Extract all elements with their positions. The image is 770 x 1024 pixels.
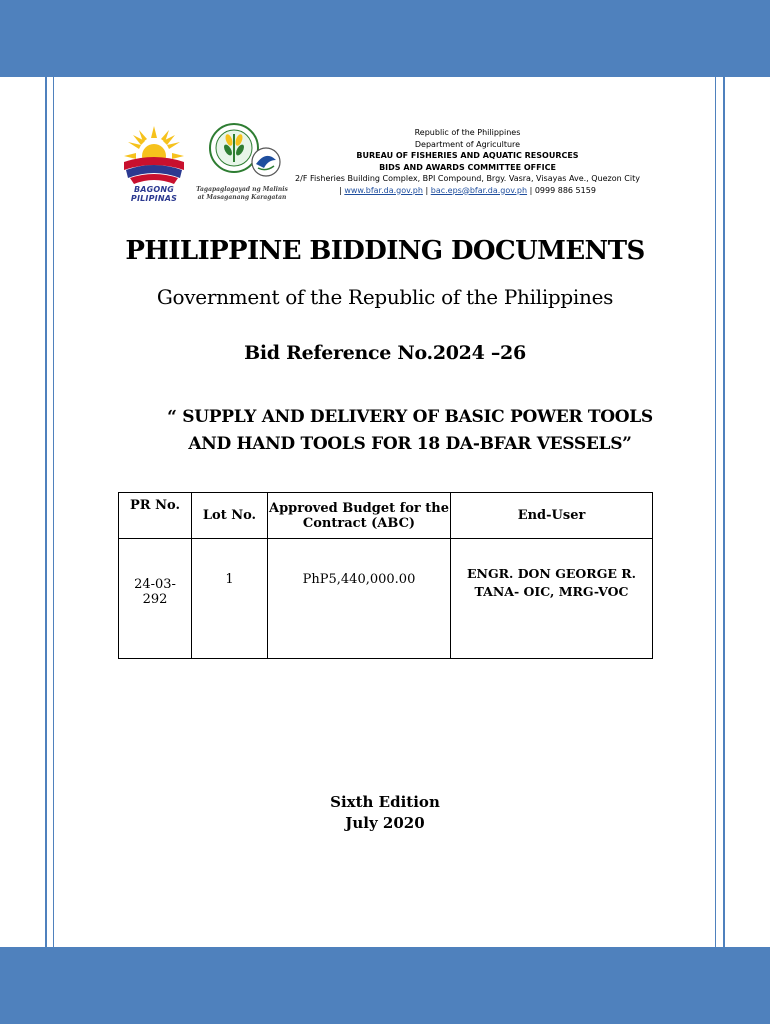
phone-number: 0999 886 5159 <box>534 185 596 195</box>
bagong-pilipinas-caption: BAGONG PILIPINAS <box>130 185 178 203</box>
separator: | <box>425 185 429 195</box>
cell-pr-no <box>119 539 192 659</box>
end-user-line1: ENGR. DON GEORGE R. <box>466 566 636 581</box>
header-bac-office: BIDS AND AWARDS COMMITTEE OFFICE <box>379 162 556 172</box>
edition-date: July 2020 <box>345 814 425 832</box>
bid-reference: Bid Reference No.2024 –26 <box>244 342 526 364</box>
separator: | <box>339 185 342 195</box>
edition-info <box>0 792 770 834</box>
end-user-line2: TANA- OIC, MRG-VOC <box>474 584 629 599</box>
project-title-line1: “ SUPPLY AND DELIVERY OF BASIC POWER TOOLS <box>167 407 653 427</box>
website-link[interactable]: www.bfar.da.gov.ph <box>344 185 423 195</box>
header-pr-no: PR No. <box>119 493 192 539</box>
header-bureau: BUREAU OF FISHERIES AND AQUATIC RESOURCES <box>356 151 579 160</box>
pr-no-line2: 292 <box>142 592 168 607</box>
top-banner <box>0 0 770 77</box>
separator: | <box>529 185 533 195</box>
document-subtitle: Government of the Republic of the Philippines <box>156 285 614 309</box>
header-contact-line <box>280 185 655 197</box>
pr-no-line1: 24-03- <box>134 577 176 592</box>
department-of-agriculture-logo <box>204 116 284 188</box>
cell-abc: PhP5,440,000.00 <box>268 539 451 659</box>
table-header-row <box>119 493 653 539</box>
header-end-user: End-User <box>451 493 653 539</box>
project-title <box>140 404 680 458</box>
agency-header <box>280 127 655 196</box>
email-link[interactable]: bac.eps@bfar.da.gov.ph <box>430 185 528 195</box>
table-row <box>119 539 653 659</box>
header-abc <box>268 493 451 539</box>
procurement-table <box>118 492 653 659</box>
cell-lot-no: 1 <box>192 539 268 659</box>
project-title-line2: AND HAND TOOLS FOR 18 DA-BFAR VESSELS” <box>188 434 632 454</box>
cell-end-user <box>451 539 653 659</box>
header-address: 2/F Fisheries Building Complex, BPI Compound, Brgy. Vasra, Visayas Ave., Quezon City <box>295 174 640 183</box>
department-of-agriculture-caption: Tagapaglagayad ng Malinis at Masaganang Karagatan <box>196 186 288 201</box>
header-republic: Republic of the Philippines <box>414 128 521 137</box>
edition-label: Sixth Edition <box>330 793 440 811</box>
document-title: PHILIPPINE BIDDING DOCUMENTS <box>125 236 645 266</box>
header-abc-line2: Contract (ABC) <box>302 515 416 531</box>
header-lot-no: Lot No. <box>192 493 268 539</box>
header-abc-line1: Approved Budget for the <box>268 500 449 516</box>
bottom-banner <box>0 947 770 1024</box>
header-department: Department of Agriculture <box>414 139 521 149</box>
